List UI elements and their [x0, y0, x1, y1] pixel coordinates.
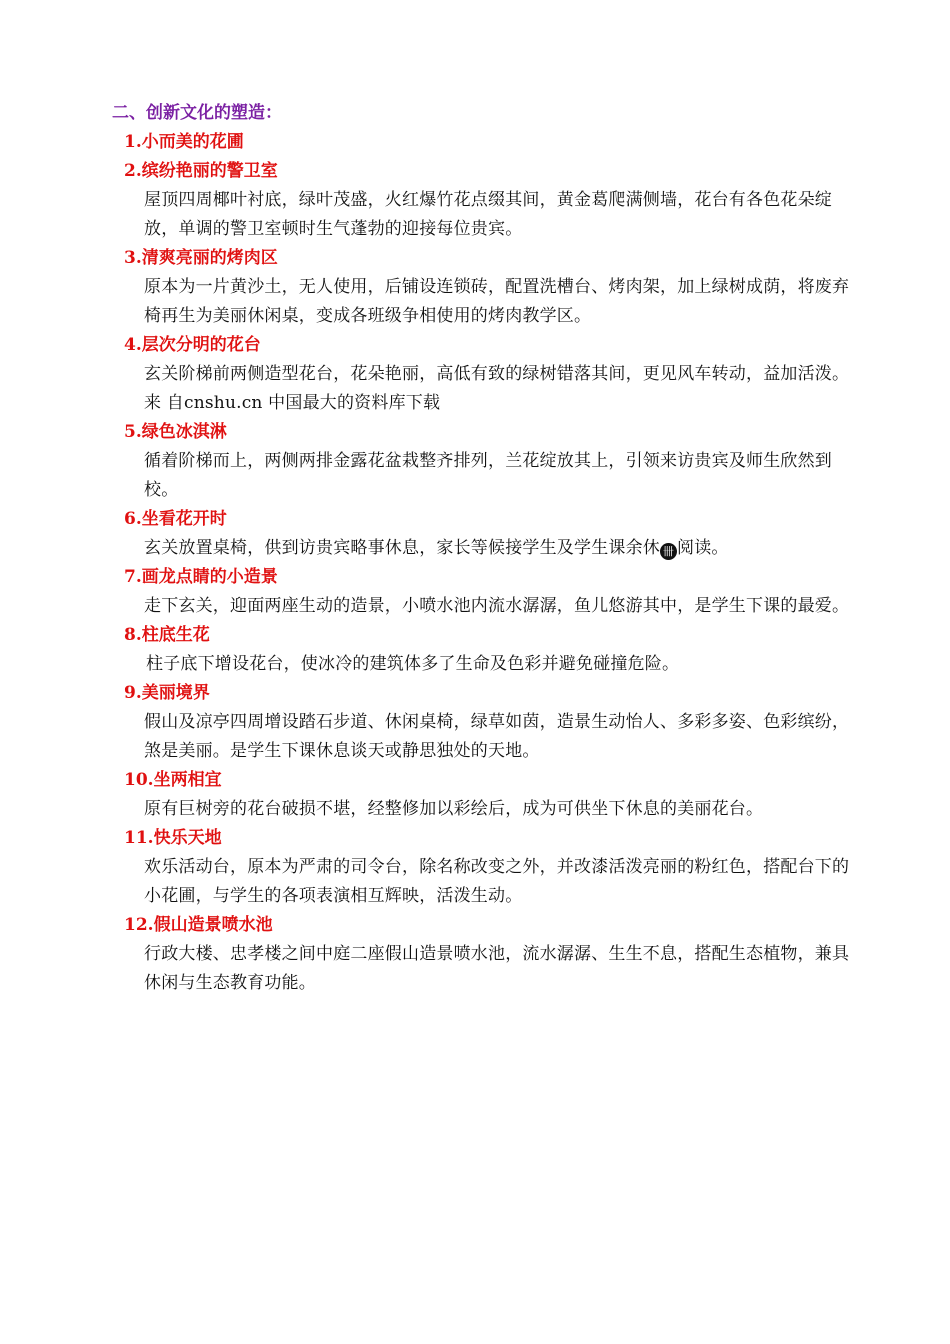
item-heading: 5.绿色冰淇淋	[124, 422, 227, 442]
item-body: 假山及凉亭四周增设踏石步道、休闲桌椅，绿草如茵，造景生动怡人、多彩多姿、色彩缤纷，煞是美丽。是学生下课休息谈天或静思独处的天地。	[144, 712, 850, 761]
list-item	[0, 505, 950, 563]
item-body: 循着阶梯而上，两侧两排金露花盆栽整齐排列，兰花绽放其上，引领来访贵宾及师生欣然到校。	[144, 451, 832, 500]
item-body-text: 阅读。	[677, 538, 729, 558]
list-item	[0, 563, 950, 621]
list-item	[0, 766, 950, 824]
item-heading: 4.层次分明的花台	[124, 335, 261, 355]
list-item	[0, 157, 950, 244]
item-heading: 3.清爽亮丽的烤肉区	[124, 248, 278, 268]
item-heading: 1.小而美的花圃	[124, 132, 244, 152]
item-body: 玄关阶梯前两侧造型花台，花朵艳丽，高低有致的绿树错落其间，更见风车转动，益加活泼。来 自cnshu.cn 中国最大的资料库下载	[144, 364, 850, 413]
item-body-text: 玄关放置桌椅，供到访贵宾略事休息，家长等候接学生及学生课余休	[144, 538, 660, 558]
item-body: 行政大楼、忠孝楼之间中庭二座假山造景喷水池，流水潺潺、生生不息，搭配生态植物，兼具休闲与生态教育功能。	[144, 944, 850, 993]
section-title: 二、创新文化的塑造：	[112, 103, 282, 123]
item-heading: 7.画龙点睛的小造景	[124, 567, 278, 587]
list-item	[0, 911, 950, 998]
item-heading: 2.缤纷艳丽的警卫室	[124, 161, 278, 181]
list-item	[0, 621, 950, 679]
list-item	[0, 331, 950, 418]
item-list	[0, 128, 950, 998]
item-heading: 11.快乐天地	[124, 828, 222, 848]
item-body: 走下玄关，迎面两座生动的造景，小喷水池内流水潺潺，鱼儿悠游其中，是学生下课的最爱。	[144, 596, 850, 616]
list-item	[0, 824, 950, 911]
circled-symbol-icon: 卌	[660, 543, 677, 560]
item-body: 屋顶四周椰叶衬底，绿叶茂盛，火红爆竹花点缀其间，黄金葛爬满侧墙，花台有各色花朵绽放，单调的警卫室顿时生气蓬勃的迎接每位贵宾。	[144, 190, 832, 239]
list-item	[0, 679, 950, 766]
list-item	[0, 418, 950, 505]
list-item	[0, 128, 950, 157]
item-heading: 9.美丽境界	[124, 683, 210, 703]
item-body: 原本为一片黄沙土，无人使用，后铺设连锁砖，配置洗槽台、烤肉架，加上绿树成荫，将废弃椅再生为美丽休闲桌，变成各班级争相使用的烤肉教学区。	[144, 277, 850, 326]
list-item	[0, 244, 950, 331]
item-heading: 12.假山造景喷水池	[124, 915, 273, 935]
item-body: 欢乐活动台，原本为严肃的司令台，除名称改变之外，并改漆活泼亮丽的粉红色，搭配台下的小花圃，与学生的各项表演相互辉映，活泼生动。	[144, 857, 850, 906]
item-heading: 6.坐看花开时	[124, 509, 227, 529]
item-heading: 8.柱底生花	[124, 625, 210, 645]
item-body: 原有巨树旁的花台破损不堪，经整修加以彩绘后，成为可供坐下休息的美丽花台。	[144, 799, 764, 819]
item-body: 柱子底下增设花台，使冰冷的建筑体多了生命及色彩并避免碰撞危险。	[146, 654, 680, 674]
item-heading: 10.坐两相宜	[124, 770, 222, 790]
item-body	[144, 534, 862, 563]
